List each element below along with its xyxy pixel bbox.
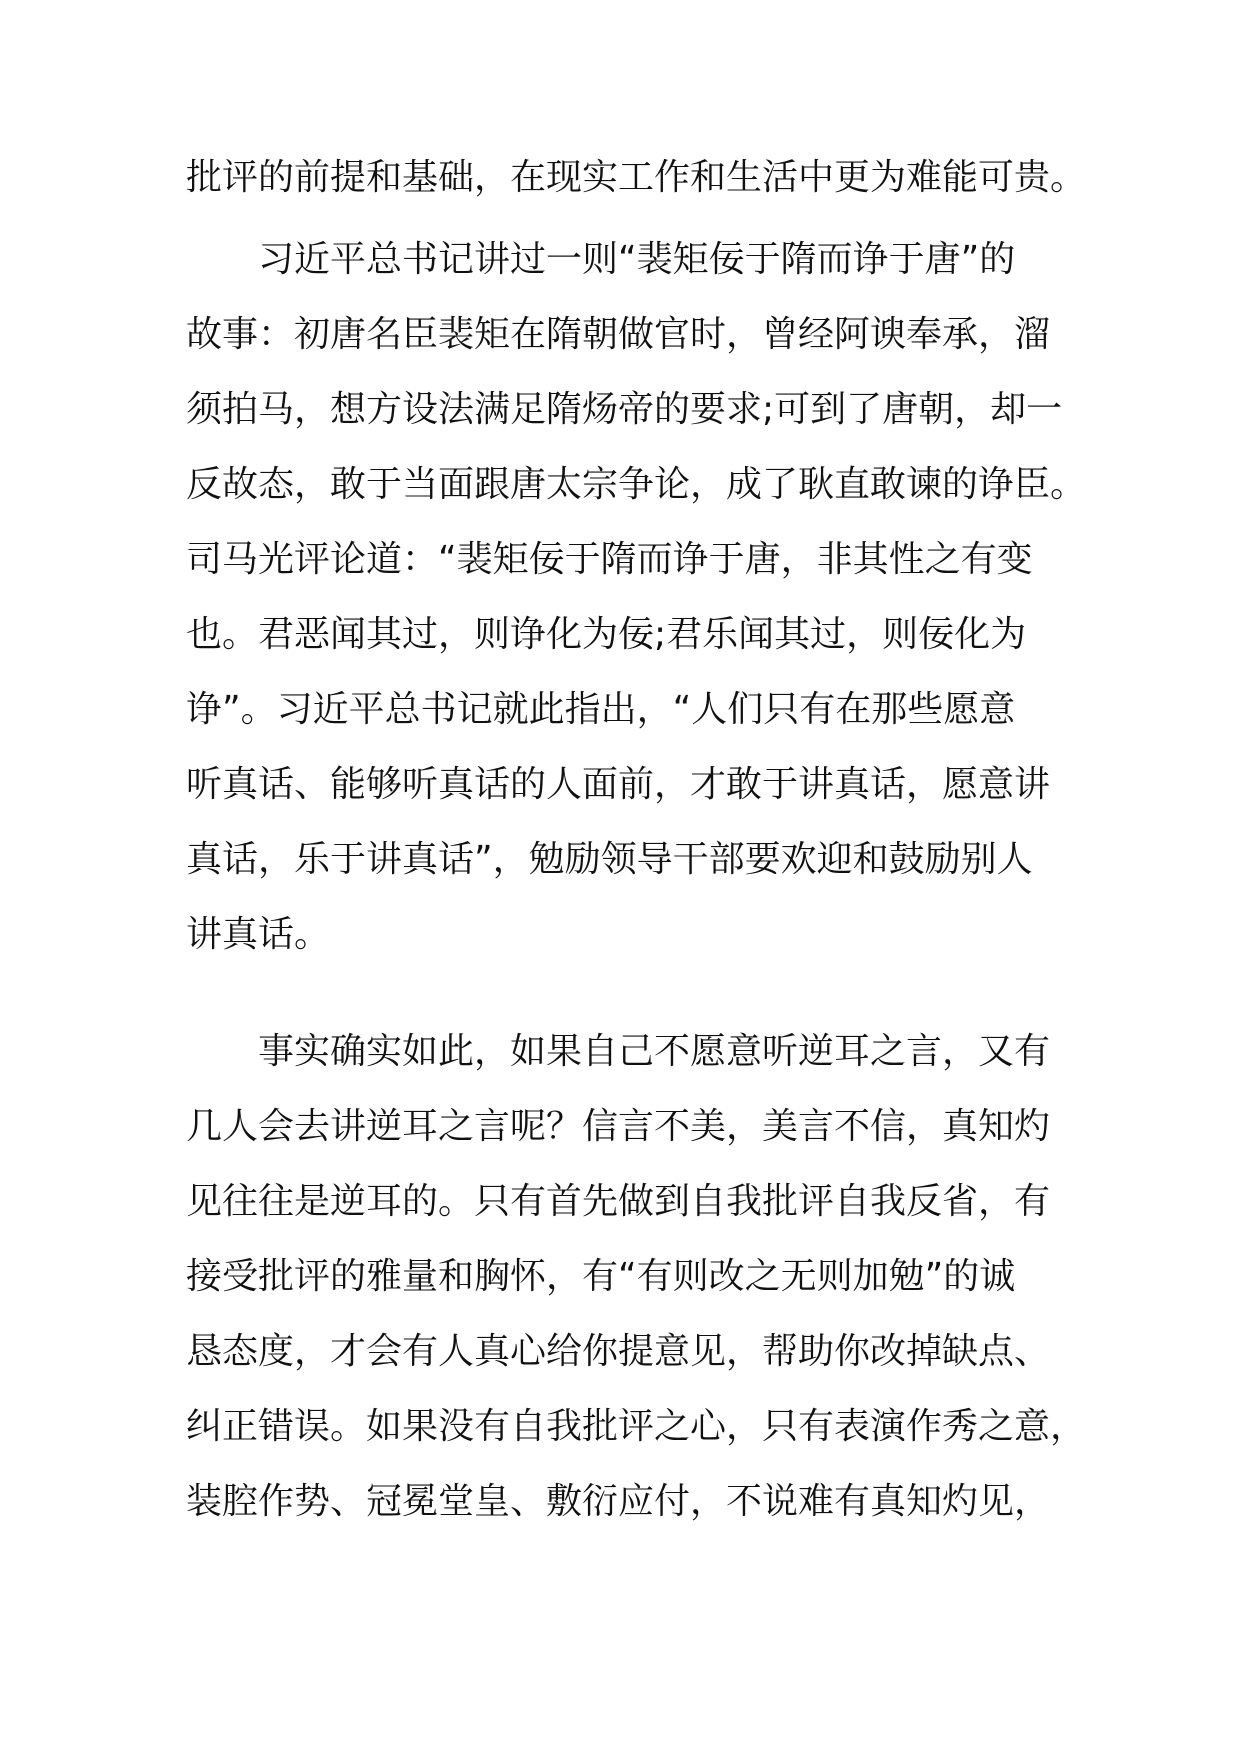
paragraph-1 xyxy=(186,140,1087,215)
paragraph-3 xyxy=(186,1014,1087,1539)
text-line: 批评的前提和基础，在现实工作和生活中更为难能可贵。 xyxy=(186,157,1087,198)
text-line: 恳态度，才会有人真心给你提意见，帮助你改掉缺点、 xyxy=(186,1331,1051,1372)
text-line: 反故态，敢于当面跟唐太宗争论，成了耿直敢谏的诤臣。 xyxy=(186,464,1087,505)
text-line: 也。君恶闻其过，则诤化为佞;君乐闻其过，则佞化为 xyxy=(186,614,1027,655)
text-line: 装腔作势、冠冕堂皇、敷衍应付，不说难有真知灼见， xyxy=(186,1481,1051,1522)
text-line: 习近平总书记讲过一则“裴矩佞于隋而诤于唐”的 xyxy=(258,239,1016,280)
paragraph-2 xyxy=(186,222,1087,972)
text-line: 听真话、能够听真话的人面前，才敢于讲真话，愿意讲 xyxy=(186,764,1051,805)
text-line: 纠正错误。如果没有自我批评之心，只有表演作秀之意， xyxy=(186,1406,1087,1447)
text-line: 几人会去讲逆耳之言呢？信言不美，美言不信，真知灼 xyxy=(186,1106,1051,1147)
text-line: 真话，乐于讲真话”，勉励领导干部要欢迎和鼓励别人 xyxy=(186,839,1033,880)
text-line: 见往往是逆耳的。只有首先做到自我批评自我反省，有 xyxy=(186,1181,1051,1222)
text-line: 须拍马，想方设法满足隋炀帝的要求;可到了唐朝，却一 xyxy=(186,389,1063,430)
text-line: 讲真话。 xyxy=(186,914,331,955)
text-line: 诤”。习近平总书记就此指出，“人们只有在那些愿意 xyxy=(186,689,1016,730)
text-line: 司马光评论道：“裴矩佞于隋而诤于唐，非其性之有变 xyxy=(186,539,1033,580)
text-line: 事实确实如此，如果自己不愿意听逆耳之言，又有 xyxy=(258,1031,1051,1072)
text-line: 接受批评的雅量和胸怀，有“有则改之无则加勉”的诚 xyxy=(186,1256,1016,1297)
text-line: 故事：初唐名臣裴矩在隋朝做官时，曾经阿谀奉承，溜 xyxy=(186,314,1051,355)
